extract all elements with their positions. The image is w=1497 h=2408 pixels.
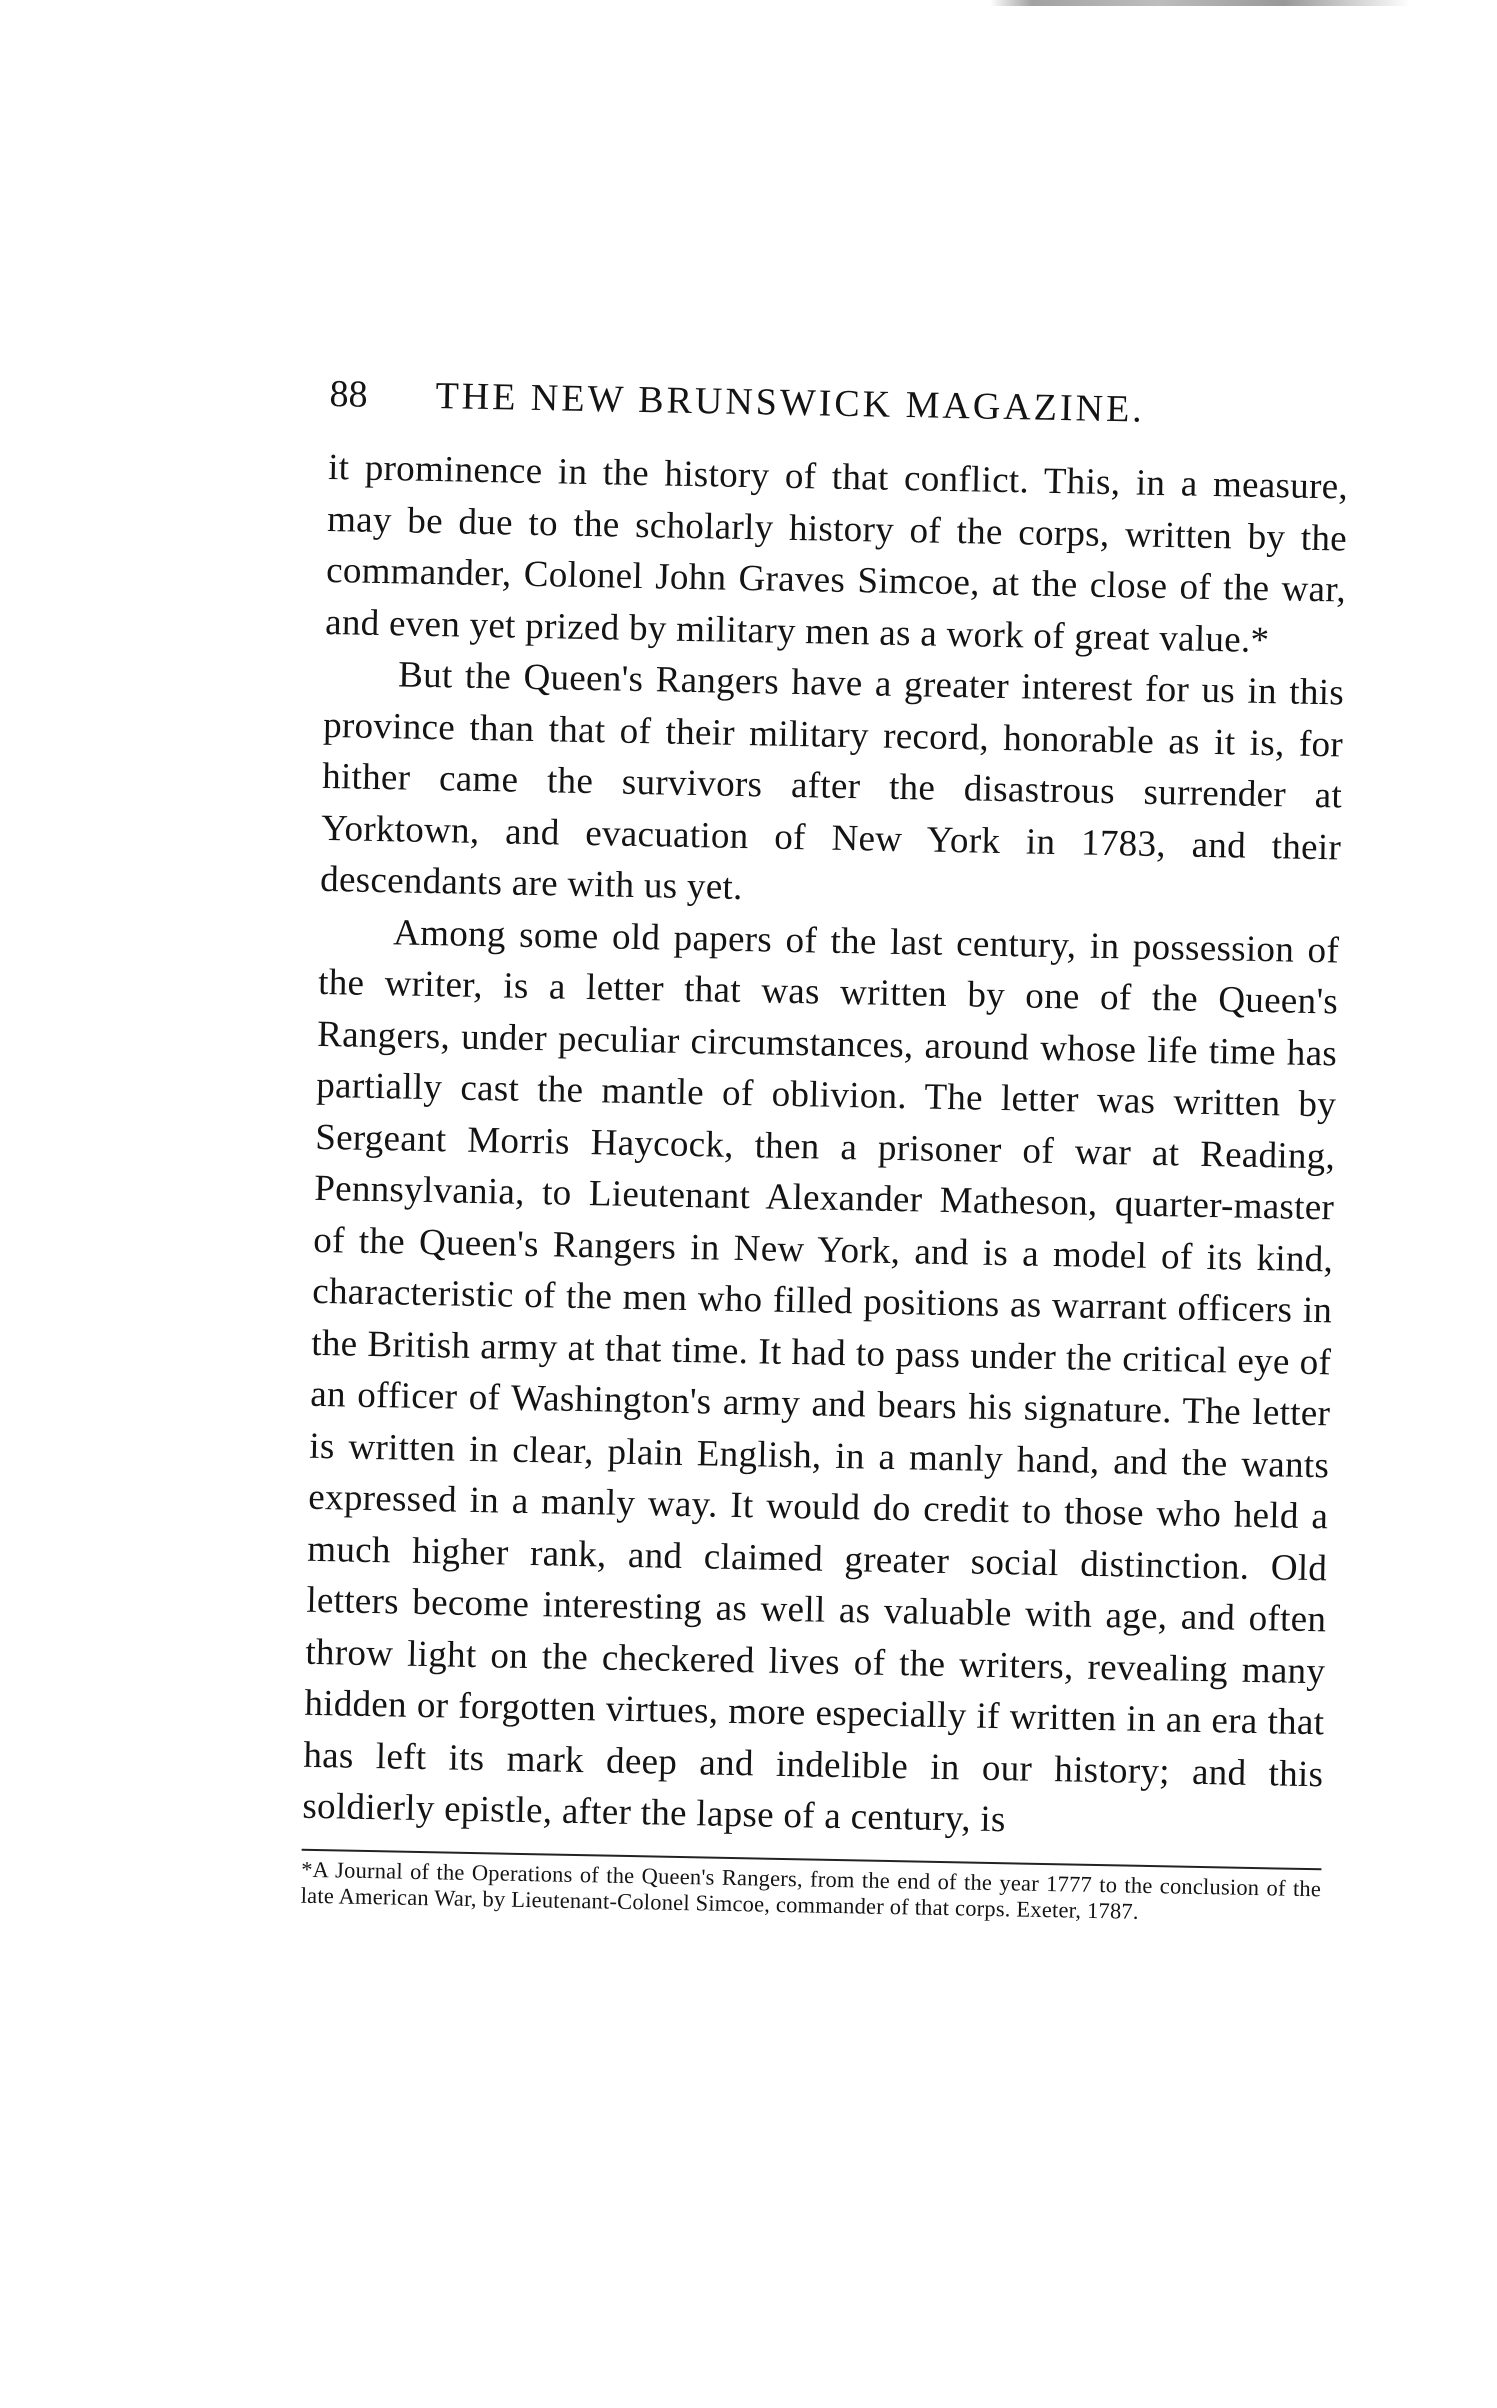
footnote: *A Journal of the Operations of the Queen's Rangers, from the end of the year 1777 to the conclusion of the late American War, by Lieutenant-Colonel Simcoe, commander of that corps. Exeter, 1787. bbox=[300, 1856, 1322, 1924]
running-head-title: THE NEW BRUNSWICK MAGAZINE. bbox=[435, 375, 1146, 431]
scan-edge-mark bbox=[990, 0, 1410, 6]
body-text bbox=[302, 442, 1349, 1852]
book-page bbox=[301, 372, 1350, 1928]
paragraph-old-letter: Among some old papers of the last century, in possession of the writer, is a letter that was written by one of the Queen's Rangers, under peculiar circumstances, around whose life time has partially cast the mantle of oblivion. The letter was written by Sergeant Morris Haycock, then a prisoner of war at Reading, Pennsylvania, to Lieutenant Alexander Matheson, quarter-master of the Queen's Rangers in New York, and is a model of its kind, characteristic of the men who filled positions as warrant officers in the British army at that time. It had to pass under the critical eye of an officer of Washington's army and bears his signature. The letter is written in clear, plain English, in a manly hand, and the wants expressed in a manly way. It would do credit to those who held a much higher rank, and claimed greater social distinction. Old letters become interesting as well as valuable with age, and often throw light on the checkered lives of the writers, revealing many hidden or forgotten virtues, more especially if written in an era that has left its mark deep and indelible in our history; and this soldierly epistle, after the lapse of a century, is bbox=[302, 911, 1340, 1841]
paragraph-queens-rangers-interest: But the Queen's Rangers have a greater interest for us in this province than that of their military record, honorable as it is, for hither came the survivors after the disastrous surrender at Yorktown, and evacuation of New York in 1783, and their descendants are with us yet. bbox=[319, 654, 1345, 909]
paragraph-continuation: it prominence in the history of that conflict. This, in a measure, may be due to the scholarly history of the corps, written by the commander, Colonel John Graves Simcoe, at the close of the war, and even yet prized by military men as a work of great value.* bbox=[324, 446, 1349, 661]
page-number: 88 bbox=[329, 372, 368, 416]
